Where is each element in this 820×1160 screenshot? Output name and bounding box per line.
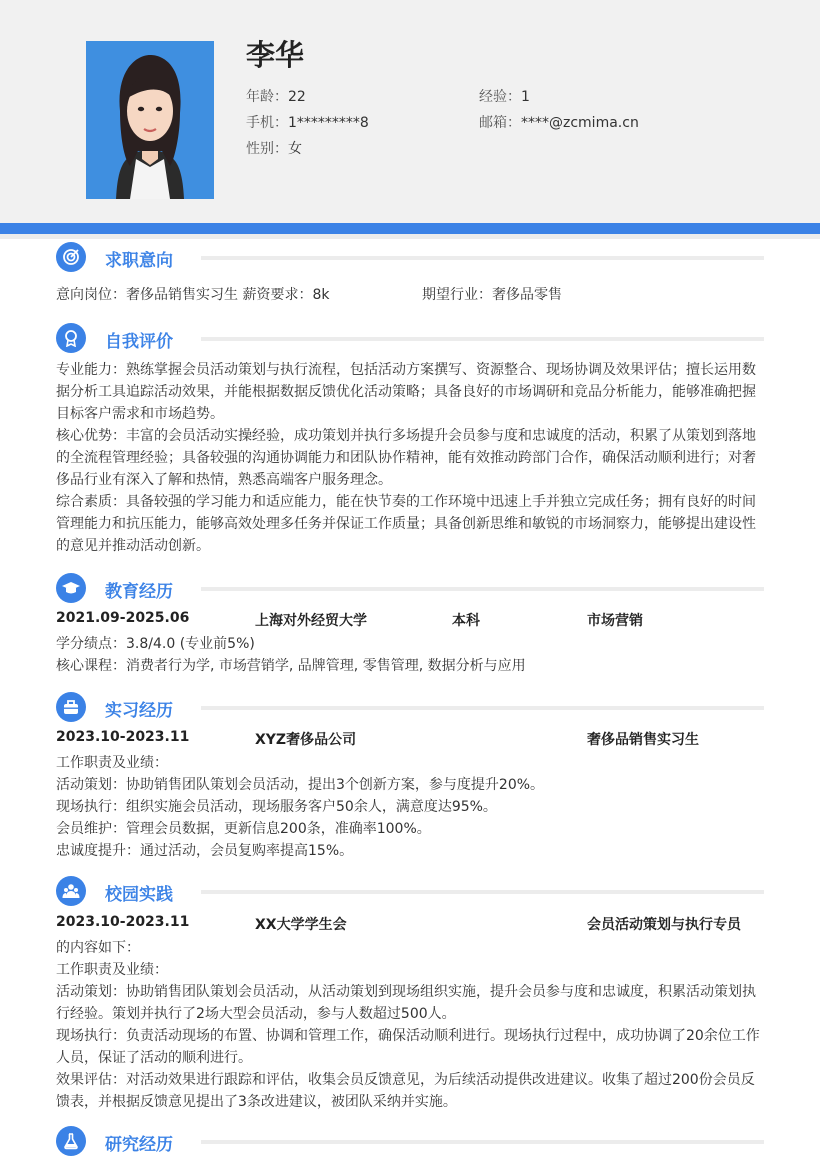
briefcase-icon	[56, 692, 86, 722]
education-degree: 本科	[452, 613, 480, 629]
text-line: 工作职责及业绩：	[56, 755, 168, 771]
text-line: 人员，保证了活动的顺利进行。	[56, 1050, 252, 1066]
people-icon	[56, 876, 86, 906]
section-education	[56, 573, 764, 603]
text-line: 的意见并推动活动创新。	[56, 538, 210, 554]
text-line: 活动策划：协助销售团队策划会员活动，从活动策划到现场组织实施，提升会员参与度和忠诚度，积累活动策划执	[56, 984, 756, 1000]
text-line: 专业能力：熟练掌握会员活动策划与执行流程，包括活动方案撰写、资源整合、现场协调及效果评估；擅长运用数	[56, 362, 756, 378]
phone-value: 1*********8	[288, 115, 369, 131]
experience-label: 经验：	[479, 89, 521, 105]
section-rule	[201, 337, 764, 341]
section-self	[56, 323, 764, 353]
campus-date: 2023.10-2023.11	[56, 914, 190, 930]
text-line: 活动策划：协助销售团队策划会员活动，提出3个创新方案，参与度提升20%。	[56, 777, 545, 793]
age-field	[246, 86, 306, 106]
medal-icon	[56, 323, 86, 353]
intent-row	[56, 284, 766, 306]
internship-role: 奢侈品销售实习生	[587, 732, 699, 748]
intent-position: 意向岗位：奢侈品销售实习生	[56, 287, 238, 303]
section-internship	[56, 692, 764, 722]
email-field	[479, 112, 639, 132]
age-value: 22	[288, 89, 306, 105]
section-intent	[56, 242, 764, 272]
email-label: 邮箱：	[479, 115, 521, 131]
gender-label: 性别：	[246, 141, 288, 157]
section-title-intent: 求职意向	[105, 251, 173, 271]
text-line: 忠诚度提升：通过活动，会员复购率提高15%。	[56, 843, 354, 859]
target-icon	[56, 242, 86, 272]
campus-header-row	[56, 914, 766, 936]
text-line: 的全流程管理经验；具备较强的沟通协调能力和团队协作精神，能有效推动跨部门合作，确保活动顺利进行；对奢	[56, 450, 756, 466]
candidate-name: 李华	[246, 38, 305, 72]
text-line: 现场执行：组织实施会员活动，现场服务客户50余人，满意度达95%。	[56, 799, 497, 815]
education-header-row	[56, 610, 766, 632]
resume-header	[0, 0, 820, 223]
experience-value: 1	[521, 89, 530, 105]
text-line: 馈表，并根据反馈意见提出了3条改进建议，被团队采纳并实施。	[56, 1094, 457, 1110]
section-title-self: 自我评价	[105, 332, 173, 352]
education-date: 2021.09-2025.06	[56, 610, 190, 626]
text-line: 综合素质：具备较强的学习能力和适应能力，能在快节奏的工作环境中迅速上手并独立完成任务；拥有良好的时间	[56, 494, 756, 510]
section-rule	[201, 706, 764, 710]
portrait-image	[86, 41, 214, 199]
gender-value: 女	[288, 141, 302, 157]
text-line: 会员维护：管理会员数据，更新信息200条，准确率100%。	[56, 821, 431, 837]
text-line: 管理能力和抗压能力，能够高效处理多任务并保证工作质量；具备创新思维和敏锐的市场洞察力，能够提出建设性	[56, 516, 756, 532]
text-line: 工作职责及业绩：	[56, 962, 168, 978]
text-line: 效果评估：对活动效果进行跟踪和评估，收集会员反馈意见，为后续活动提供改进建议。收集了超过200份会员反	[56, 1072, 755, 1088]
text-line: 的内容如下：	[56, 940, 140, 956]
education-major: 市场营销	[587, 613, 643, 629]
experience-field	[479, 86, 530, 106]
text-line: 据分析工具追踪活动效果，并能根据数据反馈优化活动策略；具备良好的市场调研和竞品分析能力，能够准确把握	[56, 384, 756, 400]
section-title-education: 教育经历	[105, 582, 173, 602]
internship-company: XYZ奢侈品公司	[255, 732, 357, 748]
section-campus	[56, 876, 764, 906]
email-value[interactable]: ****@zcmima.cn	[521, 115, 639, 131]
campus-org: XX大学学生会	[255, 917, 347, 933]
text-line: 学分绩点：3.8/4.0 (专业前5%)	[56, 636, 255, 652]
campus-details	[56, 937, 766, 1113]
intent-industry: 期望行业：奢侈品零售	[422, 287, 562, 303]
text-line: 核心优势：丰富的会员活动实操经验，成功策划并执行多场提升会员参与度和忠诚度的活动，积累了从策划到落地	[56, 428, 756, 444]
section-title-internship: 实习经历	[105, 701, 173, 721]
text-line: 目标客户需求和市场趋势。	[56, 406, 224, 422]
education-details	[56, 633, 766, 677]
section-rule	[201, 890, 764, 894]
text-line: 现场执行：负责活动现场的布置、协调和管理工作，确保活动顺利进行。现场执行过程中，成功协调了20余位工作	[56, 1028, 760, 1044]
text-line: 行经验。策划并执行了2场大型会员活动，参与人数超过500人。	[56, 1006, 456, 1022]
section-rule	[201, 1140, 764, 1144]
self-evaluation-text	[56, 359, 766, 557]
internship-date: 2023.10-2023.11	[56, 729, 190, 745]
section-rule	[201, 587, 764, 591]
graduation-cap-icon	[56, 573, 86, 603]
text-line: 侈品行业有深入了解和热情，熟悉高端客户服务理念。	[56, 472, 392, 488]
profile-photo	[86, 41, 214, 199]
intent-salary: 薪资要求：8k	[242, 287, 330, 303]
header-accent-bar	[0, 223, 820, 234]
internship-header-row	[56, 729, 766, 751]
campus-role: 会员活动策划与执行专员	[587, 917, 741, 933]
education-school: 上海对外经贸大学	[255, 613, 367, 629]
phone-label: 手机：	[246, 115, 288, 131]
section-title-research: 研究经历	[105, 1135, 173, 1155]
section-research	[56, 1126, 764, 1156]
flask-icon	[56, 1126, 86, 1156]
section-rule	[201, 256, 764, 260]
internship-details	[56, 752, 766, 862]
header-divider	[0, 234, 820, 239]
section-title-campus: 校园实践	[105, 885, 173, 905]
text-line: 核心课程：消费者行为学, 市场营销学, 品牌管理, 零售管理, 数据分析与应用	[56, 658, 526, 674]
age-label: 年龄：	[246, 89, 288, 105]
phone-field	[246, 112, 369, 132]
gender-field	[246, 138, 302, 158]
